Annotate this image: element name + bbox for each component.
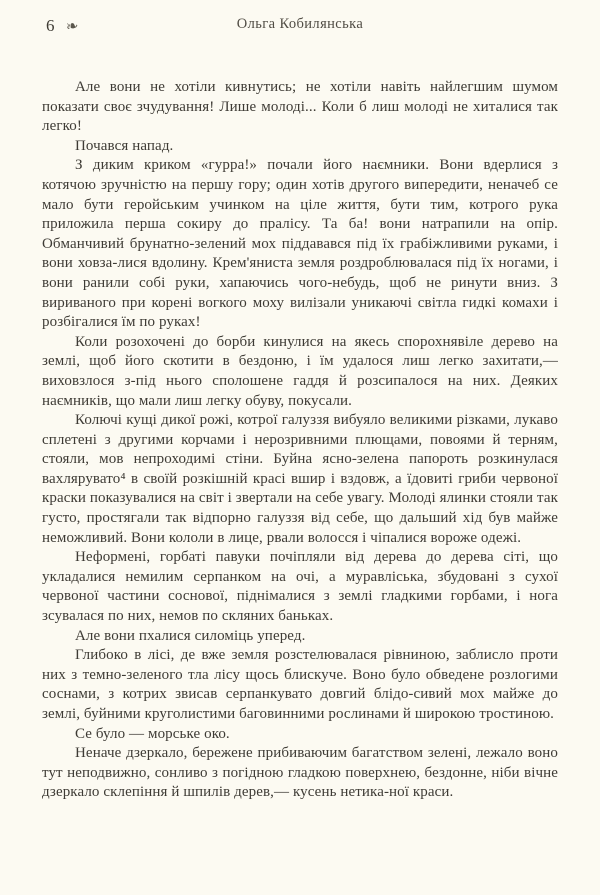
- paragraph: З диким криком «гурра!» почали його наємники. Вони вдерлися з котячою зручністю на першу гору; один хотів другого випередити, неначеб се мало бути геройським учинком на ціле життя, бути тим, котрого рука приложила перша сокиру до пралісу. Та ба! вони натрапили на опір. Обманчивий брунатно-зелений мох піддавався під їх грабіжливими руками, і вони ховза-лися вдолину. Крем'яниста земля роздроблювалася під їх ногами, і вони ранили собі руки, хапаючись чого-небудь, щоб не ринути вниз. З вириваного при корені вогкого моху вилізали уникаючі світла гидкі комахи і розбігалися їм по руках!: [42, 157, 558, 331]
- page-header: [0, 0, 600, 40]
- paragraph: Але вони не хотіли кивнутись; не хотіли навіть найлегшим шумом показати своє зчудування! Лише молоді... Коли б лиш молоді не хиталися так легко!: [42, 79, 558, 135]
- page-number: 6: [46, 16, 55, 35]
- paragraph: Але вони пхалися силоміць уперед.: [75, 627, 306, 644]
- paragraph: Колючі кущі дикої рожі, котрої галуззя вибуяло великими різками, лукаво сплетені з другими корчами і нерозривними плющами, повоями й терням, стояли, мов непроходимі стіни. Буйна ясно-зелена папороть розкинулася вахлярувато⁴ в своїй розкішній красі вшир і вздовж, а їдовиті гриби червоної краски показувалися на світ і звертали на себе увагу. Молоді ялинки стояли так густо, простягали так відпорно галуззя від себе, що дальший хід був майже неможливий. Вони кололи в лице, рвали волосся і чіпалися вороже одежі.: [42, 412, 558, 546]
- fleuron-icon: ❧: [64, 18, 80, 36]
- running-title: Ольга Кобилянська: [236, 16, 364, 32]
- paragraph: Почався напад.: [75, 137, 174, 154]
- paragraph: Се було — морське око.: [75, 725, 230, 742]
- paragraph: Глибоко в лісі, де вже земля розстелювалася рівниною, заблисло проти них з темно-зеленого тла лісу щось блискуче. Воно було обведене розлогими соснами, з котрих звисав серпанкувато довгий блідо-сивий мох майже до землі, буйними круголистими баговинними рослинами й широкою тростиною.: [42, 647, 558, 722]
- paragraph: Неначе дзеркало, бережене прибиваючим багатством зелені, лежало воно тут неподвижно, сонливо з погідною гладкою поверхнею, бездонне, ніби вічне дзеркало склепіння й шпилів дерев,— кусень нетика-ної краси.: [42, 745, 558, 801]
- page-body: [0, 40, 600, 803]
- paragraph: Неформені, горбаті павуки почіпляли від дерева до дерева сіті, що укладалися немилим серпанком на очі, а муравліська, збудовані з сухої червоної частини соснової, піднімалися з землі гладкими горбами, і нога зсувалася по них, немов по скляних баньках.: [42, 549, 558, 625]
- paragraph: Коли розохочені до борби кинулися на якесь спорохнявіле дерево на землі, щоб його скотити в бездоню, і їм удалося лиш легко захитати,— виховзлося з-під нього сполошене гаддя й розсипалося на них. Деяких наємників, що мали лиш легку обуву, покусали.: [42, 333, 558, 409]
